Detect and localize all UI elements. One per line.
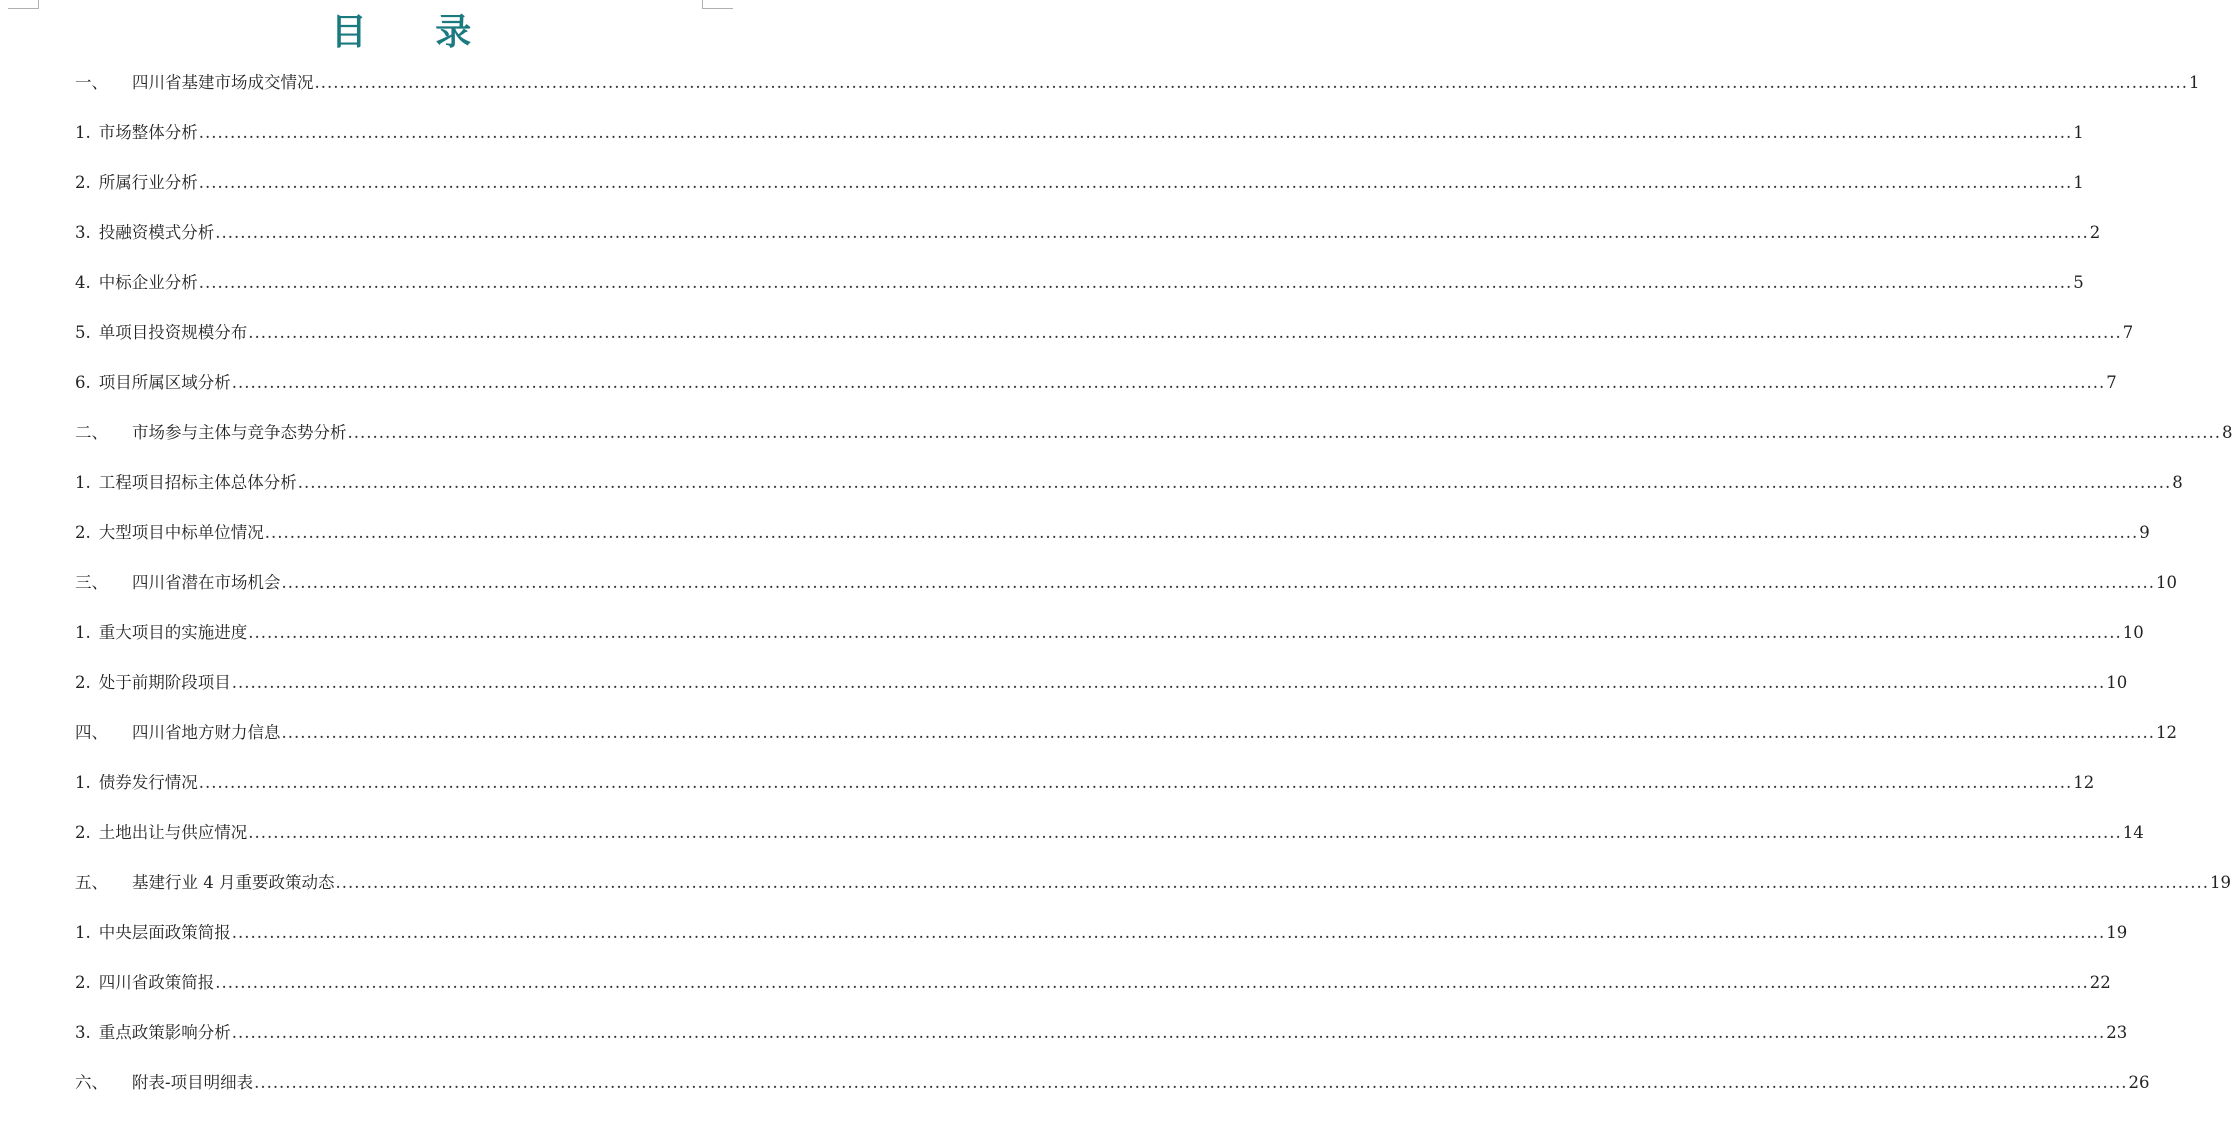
toc-entry-number: 六、: [75, 1073, 108, 1092]
toc-entry-label: 四川省潜在市场机会: [132, 573, 281, 592]
toc-entry[interactable]: [75, 213, 2101, 263]
toc-dot-leader: ............................................................................................................................................................................................................................................................................................................: [281, 723, 2155, 742]
toc-entry-number: 3.: [75, 223, 91, 242]
toc-entry-number: 1.: [75, 623, 91, 642]
toc-entry-text: [75, 363, 231, 403]
toc-entry-text: [75, 463, 297, 503]
toc-entry-label: 债券发行情况: [98, 773, 198, 792]
toc-entry-text: [75, 663, 231, 703]
toc-entry[interactable]: [75, 1063, 2150, 1113]
toc-dot-leader: ............................................................................................................................................................................................................................................................................................................: [248, 623, 2122, 642]
toc-dot-leader: ............................................................................................................................................................................................................................................................................................................: [198, 123, 2073, 142]
toc-dot-leader: ............................................................................................................................................................................................................................................................................................................: [198, 273, 2073, 292]
toc-page-number: 7: [2106, 373, 2117, 392]
toc-entry-text: [75, 163, 198, 203]
toc-page-number: 7: [2122, 323, 2134, 342]
toc-page-number: 2: [2089, 223, 2101, 242]
toc-entry-label: 土地出让与供应情况: [98, 823, 248, 842]
toc-entry-number: 2.: [75, 173, 91, 192]
toc-dot-leader: ............................................................................................................................................................................................................................................................................................................: [198, 773, 2073, 792]
toc-page-number: 22: [2089, 973, 2111, 992]
toc-entry-label: 附表-项目明细表: [132, 1073, 254, 1092]
toc-entry-text: [75, 513, 264, 553]
toc-entry-number: 五、: [75, 873, 108, 892]
toc-entry-text: [75, 563, 281, 603]
toc-entry-label: 中央层面政策简报: [98, 923, 231, 942]
toc-page-number: 14: [2122, 823, 2144, 842]
table-of-contents: [75, 63, 2232, 1113]
toc-entry-number: 2.: [75, 673, 91, 692]
toc-entry-label: 四川省地方财力信息: [132, 723, 281, 742]
toc-entry[interactable]: [75, 513, 2150, 563]
toc-entry-text: [75, 863, 335, 903]
toc-entry[interactable]: [75, 63, 2200, 113]
toc-page-number: 5: [2073, 273, 2084, 292]
toc-entry-number: 1.: [75, 473, 91, 492]
toc-entry-label: 项目所属区域分析: [98, 373, 231, 392]
toc-entry[interactable]: [75, 363, 2117, 413]
page-title: 目 录: [330, 12, 500, 53]
toc-dot-leader: ............................................................................................................................................................................................................................................................................................................: [347, 423, 2221, 442]
toc-page-number: 8: [2172, 473, 2183, 492]
toc-entry[interactable]: [75, 713, 2177, 763]
toc-entry[interactable]: [75, 313, 2134, 363]
toc-dot-leader: ............................................................................................................................................................................................................................................................................................................: [231, 673, 2106, 692]
toc-page-number: 1: [2188, 73, 2200, 92]
toc-entry-text: [75, 413, 347, 453]
toc-entry-number: 6.: [75, 373, 91, 392]
toc-entry[interactable]: [75, 963, 2111, 1013]
toc-entry-number: 5.: [75, 323, 91, 342]
toc-entry-label: 市场整体分析: [98, 123, 198, 142]
toc-entry[interactable]: [75, 1013, 2128, 1063]
toc-entry-label: 基建行业 4 月重要政策动态: [132, 873, 335, 892]
toc-entry[interactable]: [75, 263, 2084, 313]
toc-page-number: 12: [2155, 723, 2177, 742]
toc-page-number: 10: [2122, 623, 2144, 642]
toc-dot-leader: ............................................................................................................................................................................................................................................................................................................: [215, 973, 2089, 992]
toc-entry-text: [75, 63, 314, 103]
toc-entry-number: 二、: [75, 423, 108, 442]
toc-entry-label: 工程项目招标主体总体分析: [98, 473, 297, 492]
toc-entry-label: 投融资模式分析: [98, 223, 215, 242]
toc-page-number: 1: [2073, 173, 2084, 192]
toc-entry[interactable]: [75, 163, 2084, 213]
toc-entry-text: [75, 313, 247, 353]
toc-page-number: 8: [2221, 423, 2232, 442]
toc-page-number: 26: [2128, 1073, 2150, 1092]
toc-entry-label: 市场参与主体与竞争态势分析: [132, 423, 347, 442]
toc-dot-leader: ............................................................................................................................................................................................................................................................................................................: [248, 823, 2122, 842]
toc-entry-number: 2.: [75, 523, 91, 542]
toc-entry[interactable]: [75, 563, 2177, 613]
toc-entry[interactable]: [75, 413, 2232, 463]
toc-dot-leader: ............................................................................................................................................................................................................................................................................................................: [231, 923, 2106, 942]
toc-entry-text: [75, 713, 281, 753]
toc-entry[interactable]: [75, 463, 2183, 513]
toc-dot-leader: ............................................................................................................................................................................................................................................................................................................: [297, 473, 2172, 492]
toc-page-number: 1: [2073, 123, 2084, 142]
toc-entry-label: 中标企业分析: [98, 273, 198, 292]
toc-entry-text: [75, 263, 198, 303]
toc-entry[interactable]: [75, 113, 2084, 163]
toc-entry[interactable]: [75, 863, 2231, 913]
toc-page-number: 10: [2155, 573, 2177, 592]
toc-entry-text: [75, 613, 247, 653]
toc-page-number: 19: [2209, 873, 2231, 892]
toc-entry-number: 一、: [75, 73, 108, 92]
toc-entry[interactable]: [75, 613, 2144, 663]
toc-entry-label: 重大项目的实施进度: [98, 623, 248, 642]
toc-dot-leader: ............................................................................................................................................................................................................................................................................................................: [215, 223, 2089, 242]
toc-page-number: 10: [2106, 673, 2128, 692]
toc-entry-text: [75, 763, 198, 803]
toc-dot-leader: ............................................................................................................................................................................................................................................................................................................: [248, 323, 2122, 342]
toc-entry-number: 2.: [75, 973, 91, 992]
toc-entry-number: 4.: [75, 273, 91, 292]
toc-entry-text: [75, 813, 247, 853]
toc-dot-leader: ............................................................................................................................................................................................................................................................................................................: [314, 73, 2188, 92]
toc-entry-number: 1.: [75, 123, 91, 142]
toc-entry[interactable]: [75, 663, 2128, 713]
toc-dot-leader: ............................................................................................................................................................................................................................................................................................................: [231, 1023, 2106, 1042]
toc-dot-leader: ............................................................................................................................................................................................................................................................................................................: [335, 873, 2209, 892]
toc-dot-leader: ............................................................................................................................................................................................................................................................................................................: [198, 173, 2073, 192]
toc-entry-label: 大型项目中标单位情况: [98, 523, 264, 542]
toc-entry-text: [75, 963, 214, 1003]
toc-entry-number: 1.: [75, 923, 91, 942]
toc-entry-label: 四川省基建市场成交情况: [132, 73, 314, 92]
toc-entry-text: [75, 113, 198, 153]
toc-entry[interactable]: [75, 813, 2144, 863]
toc-dot-leader: ............................................................................................................................................................................................................................................................................................................: [281, 573, 2155, 592]
toc-page-number: 12: [2073, 773, 2095, 792]
toc-entry-label: 四川省政策简报: [98, 973, 215, 992]
toc-dot-leader: ............................................................................................................................................................................................................................................................................................................: [264, 523, 2139, 542]
toc-entry-text: [75, 213, 214, 253]
toc-entry-number: 四、: [75, 723, 108, 742]
toc-page-number: 9: [2139, 523, 2150, 542]
toc-entry-label: 单项目投资规模分布: [98, 323, 248, 342]
toc-entry-number: 三、: [75, 573, 108, 592]
toc-entry-label: 所属行业分析: [98, 173, 198, 192]
toc-entry-label: 重点政策影响分析: [98, 1023, 231, 1042]
toc-entry[interactable]: [75, 913, 2128, 963]
toc-entry-text: [75, 913, 231, 953]
toc-entry-label: 处于前期阶段项目: [98, 673, 231, 692]
toc-entry-number: 3.: [75, 1023, 91, 1042]
toc-entry[interactable]: [75, 763, 2095, 813]
toc-dot-leader: ............................................................................................................................................................................................................................................................................................................: [231, 373, 2106, 392]
toc-dot-leader: ............................................................................................................................................................................................................................................................................................................: [254, 1073, 2128, 1092]
toc-page-number: 19: [2106, 923, 2128, 942]
toc-entry-number: 1.: [75, 773, 91, 792]
toc-entry-text: [75, 1063, 253, 1103]
toc-entry-number: 2.: [75, 823, 91, 842]
toc-page-number: 23: [2106, 1023, 2128, 1042]
toc-entry-text: [75, 1013, 231, 1053]
